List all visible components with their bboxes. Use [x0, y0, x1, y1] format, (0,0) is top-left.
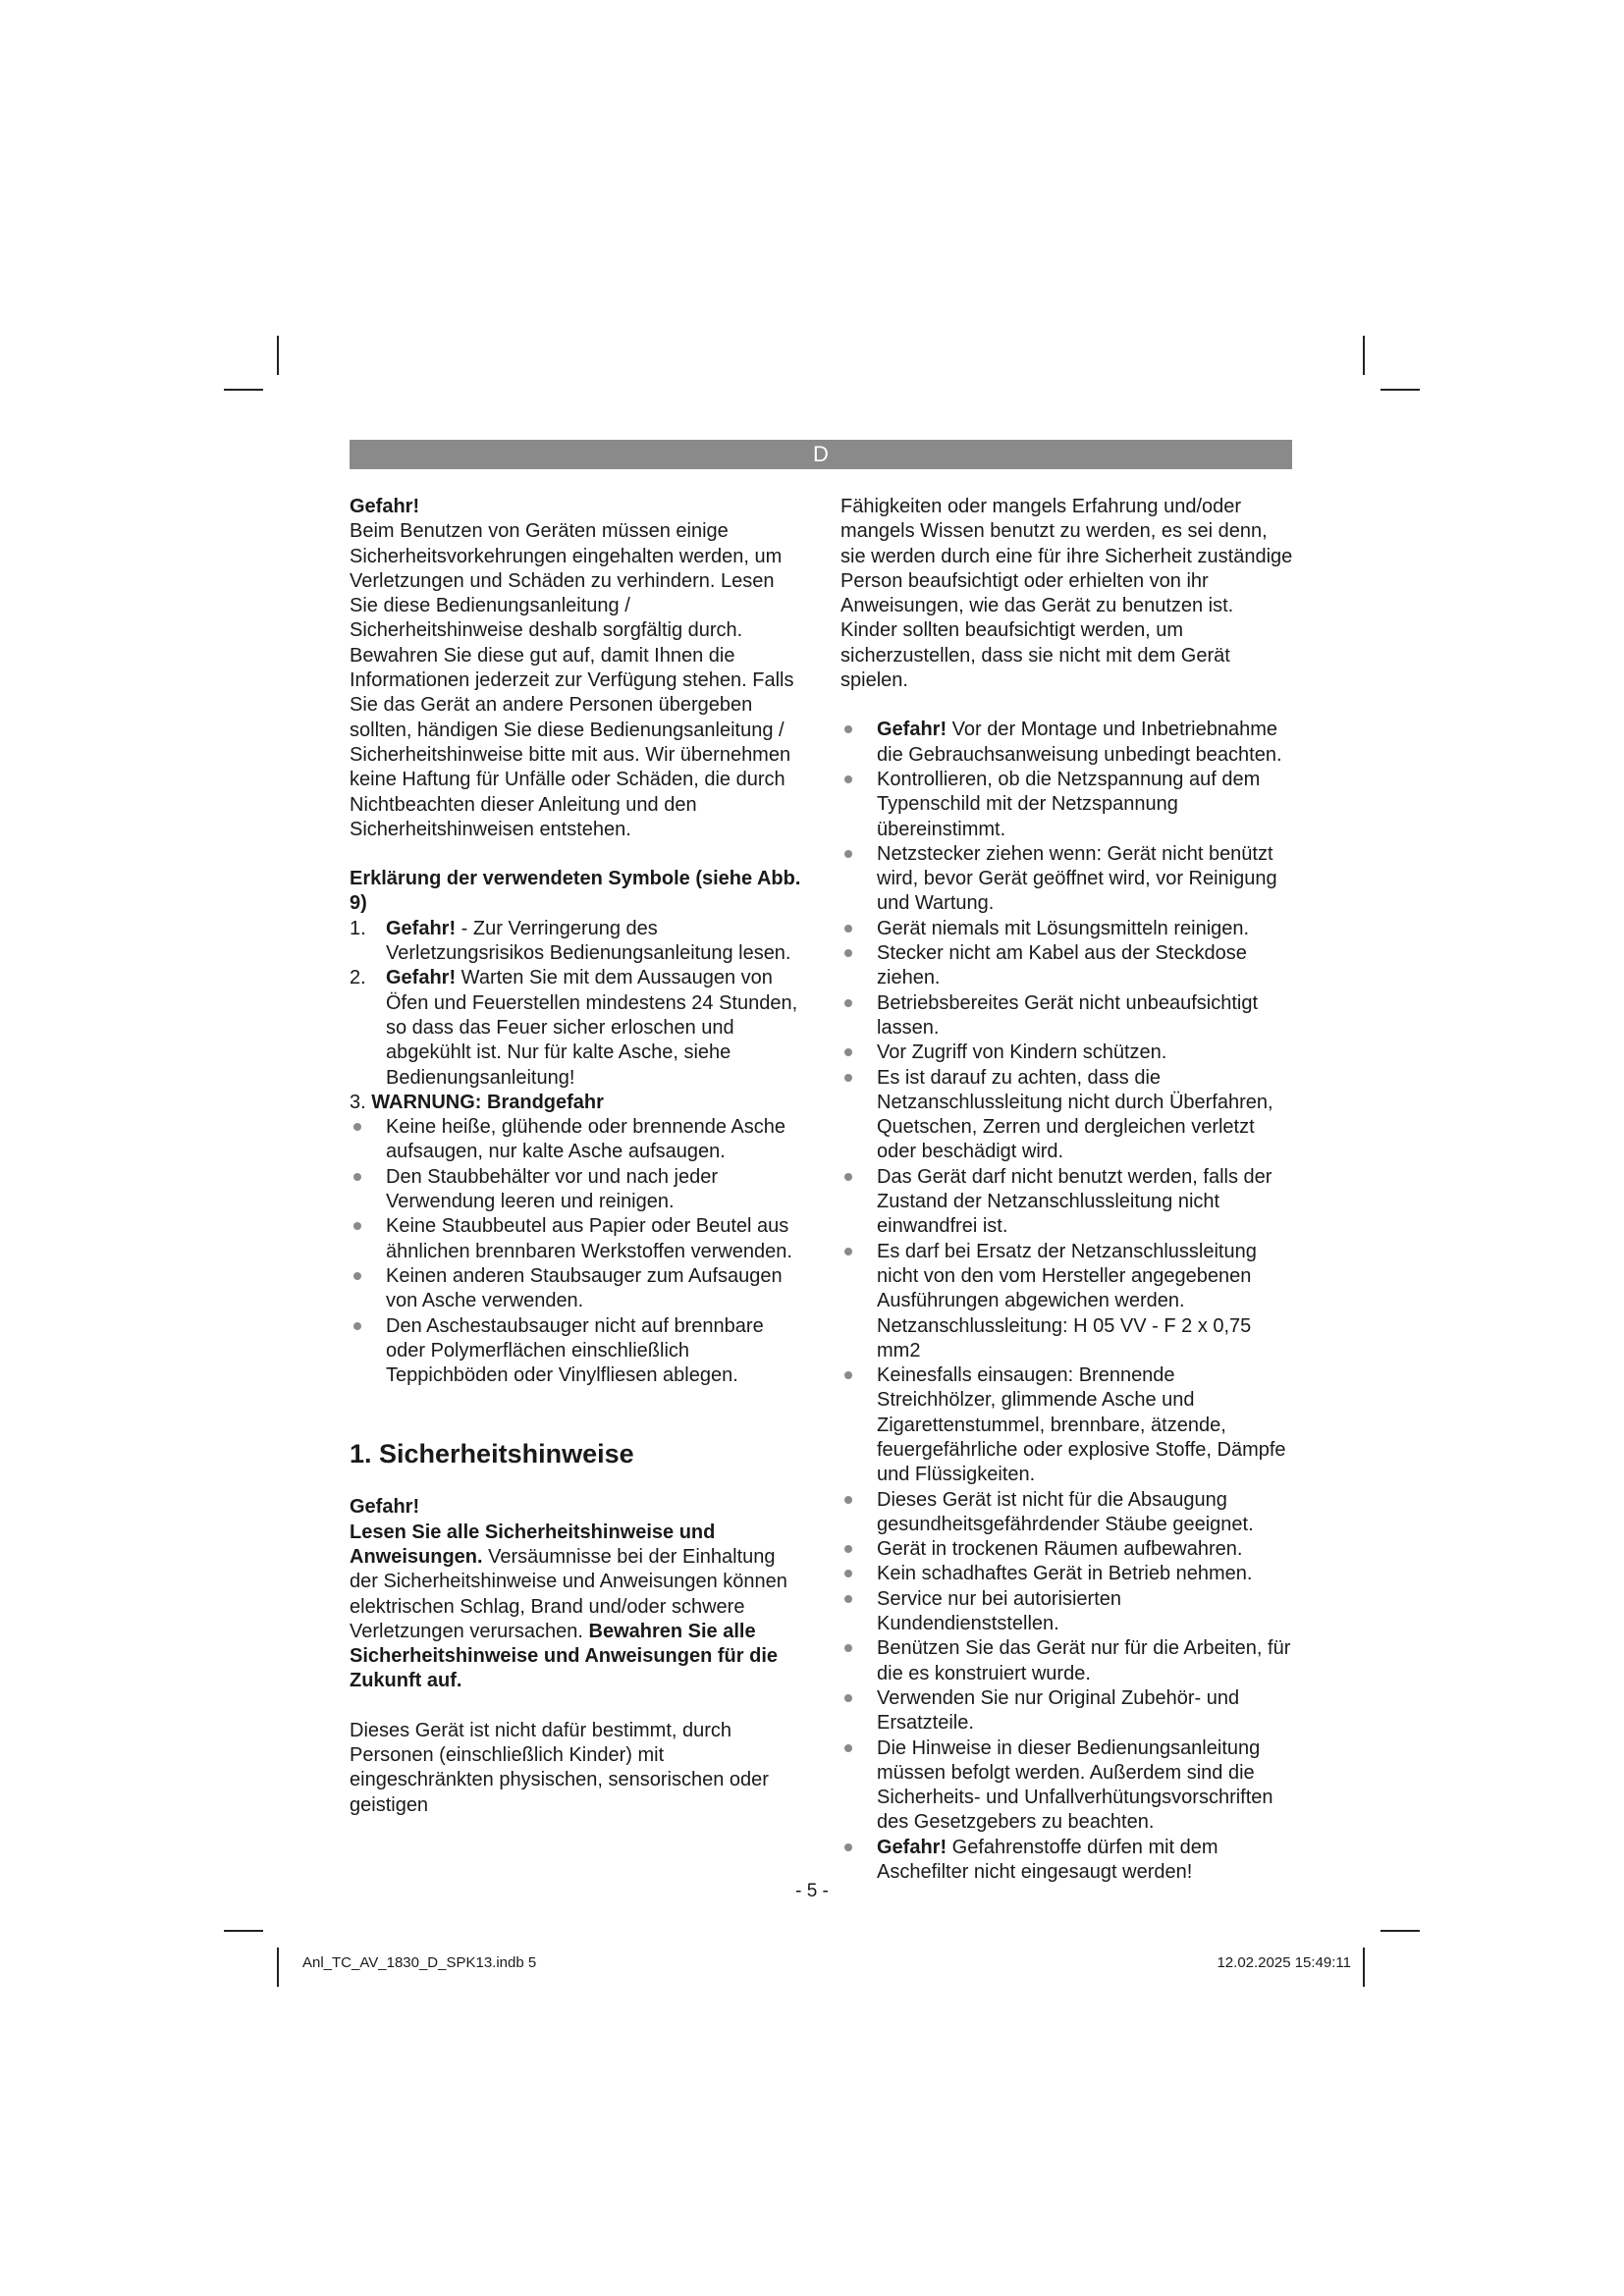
right-column	[840, 495, 1294, 1885]
list-item: Keine Staubbeutel aus Papier oder Beutel aus ähnlichen brennbaren Werkstoffen verwenden.	[350, 1214, 803, 1264]
crop-mark	[1363, 336, 1365, 375]
list-item: Das Gerät darf nicht benutzt werden, falls der Zustand der Netzanschlussleitung nicht einwandfrei ist.	[840, 1165, 1294, 1240]
list-item: Gerät in trockenen Räumen aufbewahren.	[840, 1537, 1294, 1562]
crop-mark	[224, 389, 263, 391]
crop-mark	[277, 336, 279, 375]
footer-file-name: Anl_TC_AV_1830_D_SPK13.indb 5	[302, 1954, 537, 1971]
bullet-icon	[844, 999, 852, 1007]
danger-title: Gefahr!	[350, 496, 420, 517]
list-item: Betriebsbereites Gerät nicht unbeaufsichtigt lassen.	[840, 991, 1294, 1041]
bullet-icon	[844, 1545, 852, 1553]
list-item: Service nur bei autorisierten Kundendienststellen.	[840, 1587, 1294, 1637]
symbol-item: 2. Gefahr! Warten Sie mit dem Aussaugen von Öfen und Feuerstellen mindestens 24 Stunden, so dass das Feuer sicher erloschen und abgekühlt ist. Nur für kalte Asche, siehe Bedienungsanleitung!	[350, 967, 798, 1089]
crop-mark	[277, 1948, 279, 1987]
danger-title-2: Gefahr!	[350, 1496, 420, 1519]
list-item: Gefahr! Gefahrenstoffe dürfen mit dem Aschefilter nicht eingesaugt werden!	[840, 1836, 1294, 1886]
bullet-icon	[844, 1248, 852, 1255]
bullet-icon	[844, 949, 852, 957]
bullet-icon	[353, 1173, 361, 1181]
intro-paragraph: Beim Benutzen von Geräten müssen einige Sicherheitsvorkehrungen eingehalten werden, um Verletzungen und Schäden zu verhindern. Lesen Sie diese Bedienungsanleitung / Sicherheitshinweise deshalb sorgfältig durch. Bewahren Sie diese gut auf, damit Ihnen die Informationen jederzeit zur Verfügung stehen. Falls Sie das Gerät an andere Personen übergeben sollten, händigen Sie diese Bedienungsanleitung / Sicherheitshinweise bitte mit aus. Wir übernehmen keine Haftung für Unfälle oder Schäden, die durch Nichtbeachten dieser Anleitung und den Sicherheitshinweisen entstehen.	[350, 520, 794, 840]
continuation-paragraph: Fähigkeiten oder mangels Erfahrung und/oder mangels Wissen benutzt zu werden, es sei denn, sie werden durch eine für ihre Sicherheit zuständige Person beaufsichtigt oder erhielten von ihr Anweisungen, wie das Gerät zu benutzen ist. Kinder sollten beaufsichtigt werden, um sicherzustellen, dass sie nicht mit dem Gerät spielen.	[840, 496, 1293, 692]
bullet-icon	[844, 1496, 852, 1504]
bullet-icon	[844, 1843, 852, 1851]
bullet-icon	[844, 925, 852, 933]
bullet-icon	[844, 1595, 852, 1603]
bullet-icon	[844, 1570, 852, 1577]
list-item: Gefahr! Vor der Montage und Inbetriebnahme die Gebrauchsanweisung unbedingt beachten.	[840, 718, 1294, 768]
list-item: Die Hinweise in dieser Bedienungsanleitung müssen befolgt werden. Außerdem sind die Sicherheits- und Unfallverhütungsvorschriften des Gesetzgebers zu beachten.	[840, 1736, 1294, 1836]
bullet-icon	[844, 775, 852, 783]
section-title: 1. Sicherheitshinweise	[350, 1439, 634, 1469]
list-item: Dieses Gerät ist nicht für die Absaugung gesundheitsgefährdender Stäube geeignet.	[840, 1488, 1294, 1538]
bullet-icon	[353, 1272, 361, 1280]
list-item: Keinen anderen Staubsauger zum Aufsaugen von Asche verwenden.	[350, 1264, 803, 1314]
list-item: Vor Zugriff von Kindern schützen.	[840, 1041, 1294, 1065]
warning-bullets	[350, 1115, 803, 1388]
bullet-icon	[844, 1048, 852, 1056]
crop-mark	[224, 1930, 263, 1932]
list-item: Netzstecker ziehen wenn: Gerät nicht benützt wird, bevor Gerät geöffnet wird, vor Reinigung und Wartung.	[840, 842, 1294, 917]
symbols-list	[350, 917, 803, 1091]
safety-bullets	[840, 718, 1294, 1885]
bullet-icon	[844, 1173, 852, 1181]
bullet-icon	[353, 1123, 361, 1131]
bullet-icon	[353, 1222, 361, 1230]
list-item: Den Staubbehälter vor und nach jeder Verwendung leeren und reinigen.	[350, 1165, 803, 1215]
crop-mark	[1380, 1930, 1420, 1932]
warning-heading: 3. WARNUNG: Brandgefahr	[350, 1091, 604, 1113]
symbols-heading: Erklärung der verwendeten Symbole (siehe Abb. 9)	[350, 868, 801, 915]
list-item: Kontrollieren, ob die Netzspannung auf dem Typenschild mit der Netzspannung übereinstimmt.	[840, 768, 1294, 842]
bullet-icon	[844, 1694, 852, 1702]
crop-mark	[1363, 1948, 1365, 1987]
page-number: - 5 -	[795, 1881, 829, 1901]
language-header-bar	[350, 440, 1292, 469]
bullet-icon	[353, 1322, 361, 1330]
left-column	[350, 495, 803, 1818]
list-item: Kein schadhaftes Gerät in Betrieb nehmen.	[840, 1562, 1294, 1586]
footer-timestamp: 12.02.2025 15:49:11	[1217, 1954, 1351, 1971]
list-item: Gerät niemals mit Lösungsmitteln reinigen.	[840, 917, 1294, 941]
crop-mark	[1380, 389, 1420, 391]
list-item: Keine heiße, glühende oder brennende Asche aufsaugen, nur kalte Asche aufsaugen.	[350, 1115, 803, 1165]
bullet-icon	[844, 1371, 852, 1379]
bullet-icon	[844, 1644, 852, 1652]
list-item: Es ist darauf zu achten, dass die Netzanschlussleitung nicht durch Überfahren, Quetschen, Zerren und dergleichen verletzt oder beschädigt wird.	[840, 1066, 1294, 1165]
safety-paragraph: Lesen Sie alle Sicherheitshinweise und Anweisungen. Versäumnisse bei der Einhaltung der Sicherheitshinweise und Anweisungen können elektrischen Schlag, Brand und/oder schwere Verletzungen verursachen. Bewahren Sie alle Sicherheitshinweise und Anweisungen für die Zukunft auf.	[350, 1521, 787, 1692]
bullet-icon	[844, 1074, 852, 1082]
list-item: Benützen Sie das Gerät nur für die Arbeiten, für die es konstruiert wurde.	[840, 1636, 1294, 1686]
list-item: Es darf bei Ersatz der Netzanschlussleitung nicht von den vom Hersteller angegebenen Ausführungen abgewichen werden. Netzanschlussleitung: H 05 VV - F 2 x 0,75 mm2	[840, 1240, 1294, 1363]
list-item: Stecker nicht am Kabel aus der Steckdose ziehen.	[840, 941, 1294, 991]
list-item: Keinesfalls einsaugen: Brennende Streichhölzer, glimmende Asche und Zigarettenstummel, brennbare, ätzende, feuergefährliche oder explosive Stoffe, Dämpfe und Flüssigkeiten.	[840, 1363, 1294, 1487]
list-item: Verwenden Sie nur Original Zubehör- und Ersatzteile.	[840, 1686, 1294, 1736]
bullet-icon	[844, 725, 852, 733]
bullet-icon	[844, 1744, 852, 1752]
language-code: D	[813, 442, 829, 466]
symbol-item: 1. Gefahr! - Zur Verringerung des Verletzungsrisikos Bedienungsanleitung lesen.	[350, 917, 791, 965]
bullet-icon	[844, 850, 852, 858]
not-intended-paragraph: Dieses Gerät ist nicht dafür bestimmt, durch Personen (einschließlich Kinder) mit eingeschränkten physischen, sensorischen oder geistigen	[350, 1719, 769, 1816]
list-item: Den Aschestaubsauger nicht auf brennbare oder Polymerflächen einschließlich Teppichböden oder Vinylfliesen ablegen.	[350, 1314, 803, 1389]
